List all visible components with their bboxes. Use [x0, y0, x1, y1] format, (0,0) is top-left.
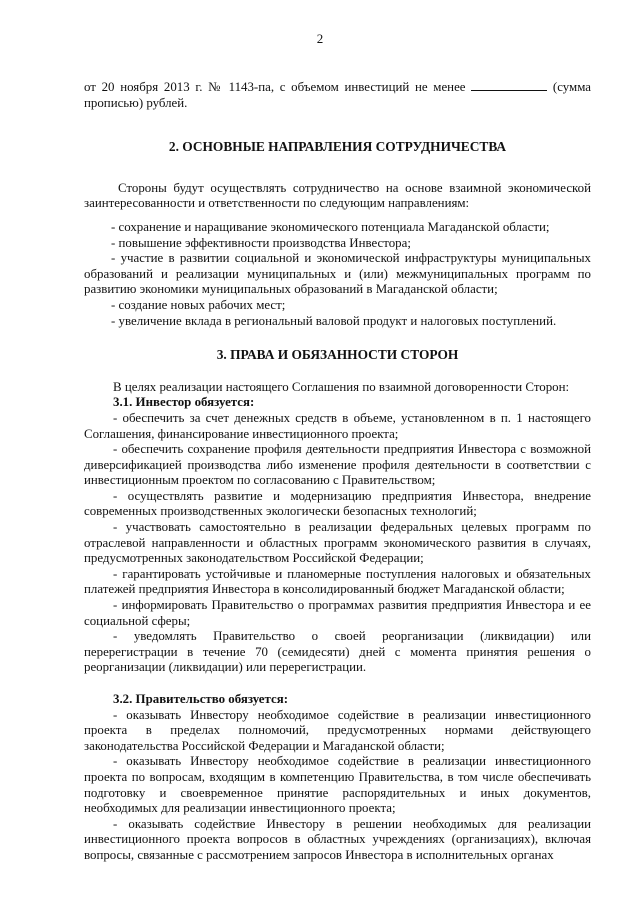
section-2-item: - участие в развитии социальной и экономической инфраструктуры муниципальных образований и реализации муниципальных и (или) межмуниципальных программ по развитию экономики муниципальных образований в Магаданской области; [84, 251, 591, 297]
subsection-3-2-title: 3.2. Правительство обязуется: [113, 692, 288, 706]
section-2-heading: 2. ОСНОВНЫЕ НАПРАВЛЕНИЯ СОТРУДНИЧЕСТВА [168, 139, 507, 155]
section-3-heading: 3. ПРАВА И ОБЯЗАННОСТИ СТОРОН [216, 347, 459, 363]
investor-obligation: - уведомлять Правительство о своей реорганизации (ликвидации) или перерегистрации в течение 70 (семидесяти) дней с момента принятия решения о реорганизации (ликвидации) или перерегистрации. [84, 629, 591, 675]
intro-text-1: от 20 ноября 2013 г. № 1143-па, с объемом инвестиций не менее [84, 80, 472, 94]
section-2-item: - создание новых рабочих мест; [111, 297, 286, 312]
section-2-lead: Стороны будут осуществлять сотрудничество на основе взаимной экономической заинтересованности и ответственности по следующим направлениям: [84, 180, 591, 211]
investor-obligation: - гарантировать устойчивые и планомерные поступления налоговых и обязательных платежей предприятия Инвестора в консолидированный бюджет Магаданской области; [84, 566, 591, 597]
amount-blank-line [471, 79, 547, 91]
page-number: 2 [316, 31, 324, 46]
investor-obligation: - участвовать самостоятельно в реализации федеральных целевых программ по отраслевой направленности и областных программ экономического развития в случаях, предусмотренных законодательством Российской Федерации; [84, 520, 591, 566]
investor-obligation: - обеспечить сохранение профиля деятельности предприятия Инвестора с возможной диверсификацией производства либо изменение профиля деятельности в соответствии с инвестиционным проектом по согласованию с Правительством; [84, 442, 591, 488]
investor-obligation: - обеспечить за счет денежных средств в объеме, установленном в п. 1 настоящего Соглашения, финансирование инвестиционного проекта; [84, 410, 591, 441]
section-2-item: - повышение эффективности производства Инвестора; [111, 235, 411, 250]
government-obligation: - оказывать содействие Инвестору в решении необходимых для реализации инвестиционного проекта вопросов в областных учреждениях (организациях), включая вопросы, связанные с рассмотрением запросов Инвестора в исполнительных органах [84, 816, 591, 862]
investor-obligation: - осуществлять развитие и модернизацию предприятия Инвестора, внедрение современных производственных экологически безопасных технологий; [84, 488, 591, 519]
section-3-lead: В целях реализации настоящего Соглашения по взаимной договоренности Сторон: [113, 379, 570, 394]
investor-obligation: - информировать Правительство о программах развития предприятия Инвестора и ее социальной сферы; [84, 598, 591, 628]
government-obligation: - оказывать Инвестору необходимое содействие в реализации инвестиционного проекта в пределах полномочий, предусмотренных нормами действующего законодательства Российской Федерации и Магаданской области; [84, 707, 591, 753]
intro-text-2: (сумма прописью) рублей. [84, 80, 591, 110]
government-obligation: - оказывать Инвестору необходимое содействие в реализации инвестиционного проекта по вопросам, входящим в компетенцию Правительства, в том числе обеспечивать подготовку и своевременное принятие распорядительных и иных документов, необходимых для реализации инвестиционного проекта; [84, 754, 591, 816]
section-2-item: - сохранение и наращивание экономического потенциала Магаданской области; [111, 219, 550, 234]
document-body [84, 79, 591, 864]
intro-paragraph [84, 79, 591, 111]
subsection-3-1-title: 3.1. Инвестор обязуется: [113, 395, 255, 410]
section-2-item: - увеличение вклада в региональный валовой продукт и налоговых поступлений. [111, 313, 557, 328]
